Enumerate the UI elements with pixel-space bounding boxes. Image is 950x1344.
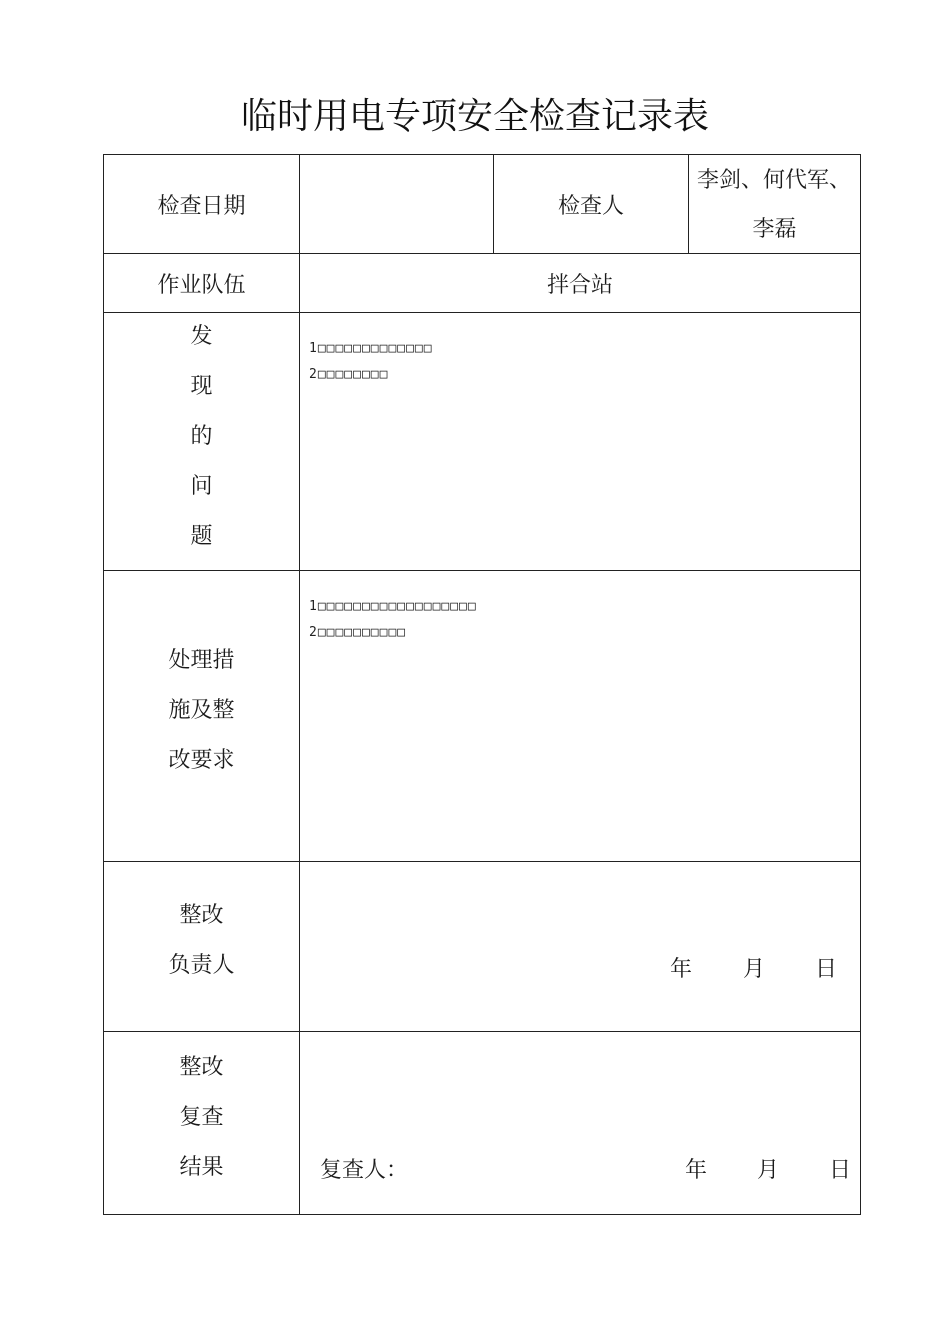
responsible-label-line: 负责人 <box>168 953 235 978</box>
problems-list <box>309 336 433 388</box>
problem-item: 1□□□□□□□□□□□□□ <box>309 341 433 356</box>
problem-item: 2□□□□□□□□ <box>309 367 389 382</box>
review-result-label <box>104 1043 299 1193</box>
problems-label-char: 问 <box>190 474 213 499</box>
measures-label-line: 施及整 <box>168 698 235 723</box>
problems-label-char: 的 <box>190 424 213 449</box>
inspector-names <box>689 155 860 253</box>
problems-label-char: 题 <box>190 524 213 549</box>
work-team-label: 作业队伍 <box>157 272 246 298</box>
inspection-date-field[interactable] <box>300 155 493 253</box>
review-month: 月 <box>757 1158 780 1183</box>
page-title: 临时用电专项安全检查记录表 <box>240 96 709 137</box>
measures-label <box>104 636 299 786</box>
review-result-label-line: 整改 <box>179 1055 224 1080</box>
responsible-day: 日 <box>815 957 838 982</box>
responsible-year: 年 <box>670 957 693 982</box>
responsible-label-line: 整改 <box>179 903 224 928</box>
measure-item: 1□□□□□□□□□□□□□□□□□□ <box>309 599 477 614</box>
review-day: 日 <box>829 1158 852 1183</box>
problems-label <box>104 312 299 562</box>
inspector-names-line1: 李剑、何代军、 <box>697 168 852 193</box>
review-year: 年 <box>685 1158 708 1183</box>
measures-list <box>309 594 477 646</box>
responsible-month: 月 <box>743 957 766 982</box>
inspector-names-line2: 李磊 <box>752 217 797 242</box>
inspector-label: 检查人 <box>557 193 624 219</box>
problems-label-char: 现 <box>190 374 213 399</box>
work-team-value: 拌合站 <box>546 272 613 298</box>
reviewer-label: 复查人： <box>320 1158 409 1183</box>
measures-label-line: 处理措 <box>168 648 235 673</box>
measures-label-line: 改要求 <box>168 748 235 773</box>
review-result-label-line: 结果 <box>179 1155 224 1180</box>
inspection-date-label: 检查日期 <box>157 193 246 219</box>
responsible-label <box>104 891 299 991</box>
review-result-label-line: 复查 <box>179 1105 224 1130</box>
problems-label-char: 发 <box>190 324 213 349</box>
measure-item: 2□□□□□□□□□□ <box>309 625 407 640</box>
